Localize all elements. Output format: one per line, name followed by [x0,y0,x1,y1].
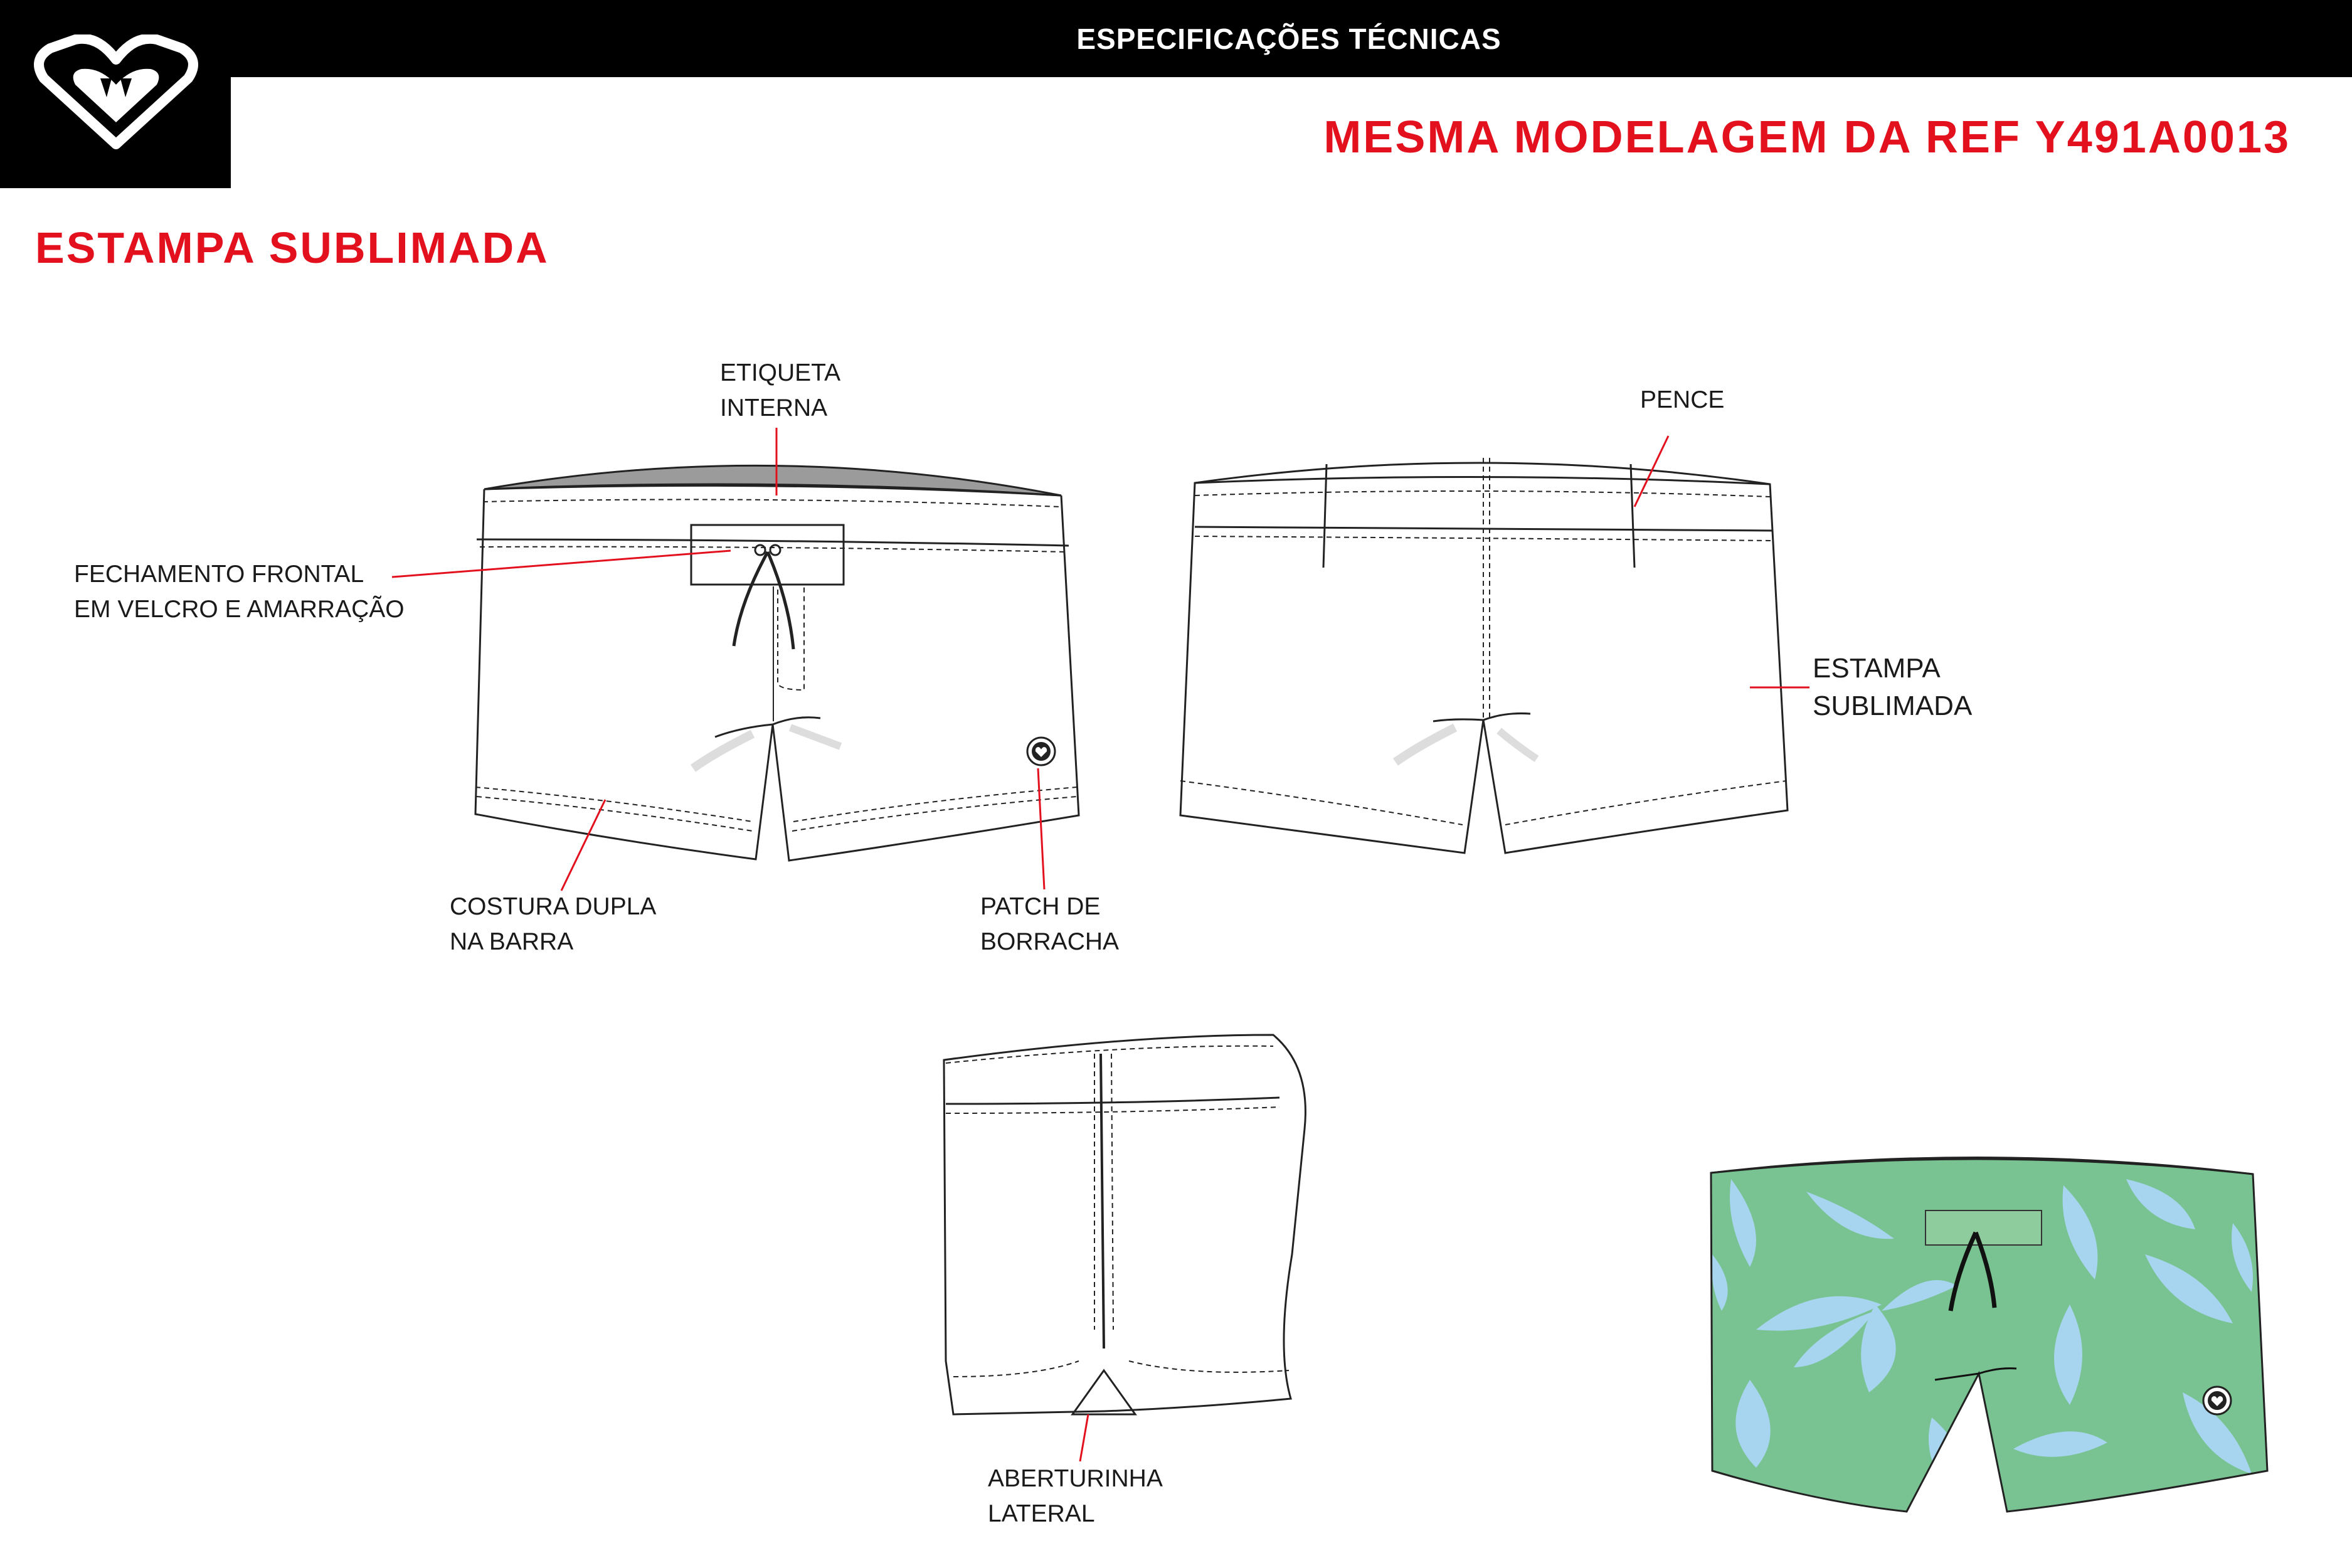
callout-text: ABERTURINHA [988,1465,1163,1492]
callout-text: ESTAMPA [1813,653,1941,684]
callout-text: ETIQUETA [720,359,841,386]
callout-text: INTERNA [720,395,828,421]
back-view-shorts [1180,458,1788,853]
callout-text: NA BARRA [450,928,574,955]
print-type-title: ESTAMPA SUBLIMADA [35,223,549,272]
leader-fechamento [392,551,731,577]
front-view-shorts [475,465,1079,861]
leader-abertura [1080,1414,1088,1461]
leader-costura [561,800,605,891]
callout-text: PENCE [1640,386,1725,413]
callout-text: PATCH DE [980,893,1101,920]
callout-costura-dupla [450,889,656,960]
callout-text: LATERAL [988,1500,1095,1527]
header-title: ESPECIFICAÇÕES TÉCNICAS [1076,22,1502,55]
callout-estampa-sublimada [1813,650,1972,725]
callout-aberturinha-lateral [988,1461,1163,1532]
reference-note: MESMA MODELAGEM DA REF Y491A0013 [1323,112,2291,162]
leader-patch [1038,768,1044,889]
callout-patch-borracha [980,889,1119,960]
callout-text: SUBLIMADA [1813,691,1973,721]
callout-text: BORRACHA [980,928,1120,955]
side-view-shorts [944,1035,1305,1414]
callout-fechamento-frontal [74,557,405,627]
callout-text: EM VELCRO E AMARRAÇÃO [74,596,405,623]
callout-etiqueta-interna [720,356,840,426]
callout-pence [1640,383,1724,418]
callout-text: FECHAMENTO FRONTAL [74,561,364,588]
printed-front-shorts [1693,1154,2289,1530]
callout-text: COSTURA DUPLA [450,893,657,920]
